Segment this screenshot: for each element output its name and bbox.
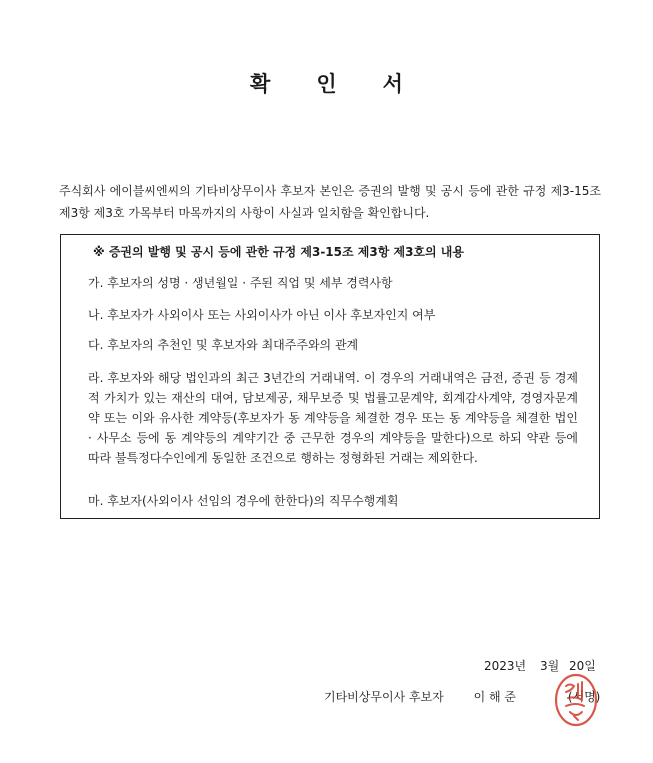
date-day: 20일 (569, 659, 596, 673)
title-char: 서 (382, 72, 403, 96)
regulation-box (60, 234, 600, 519)
regulation-box-heading: ※ 증권의 발행 및 공시 등에 관한 규정 제3-15조 제3항 제3호의 내용 (93, 245, 464, 259)
signer-name: 이 해 준 (473, 690, 516, 704)
signer-role: 기타비상무이사 후보자 (324, 690, 444, 704)
regulation-item-ma: 마. 후보자(사외이사 선임의 경우에 한한다)의 직무수행계획 (88, 494, 399, 508)
seal-stamp-icon (552, 672, 600, 728)
regulation-item-na: 나. 후보자가 사외이사 또는 사외이사가 아닌 이사 후보자인지 여부 (88, 308, 436, 322)
regulation-item-ga: 가. 후보자의 성명 · 생년월일 · 주된 직업 및 세부 경력사항 (88, 276, 393, 290)
date-month: 3월 (539, 659, 560, 673)
regulation-item-ra: 라. 후보자와 해당 법인과의 최근 3년간의 거래내역. 이 경우의 거래내역은 금전, 증권 등 경제적 가치가 있는 재산의 대여, 담보제공, 채무보증 및 법률고문계약, 회계감사계약, 경영자문계약 또는 이와 유사한 계약등(후보자가 동 계약등을 체결한 경우 또는 동 계약등을 체결한 법인 · 사무소 등에 동 계약등의 계약기간 중 근무한 경우의 계약등을 말한다)으로 하되 약관 등에 따라 불특정다수인에게 동일한 조건으로 행하는 정형화된 거래는 제외한다. (88, 371, 578, 465)
title-char: 확 (250, 72, 271, 96)
regulation-item-da: 다. 후보자의 추천인 및 후보자와 최대주주와의 관계 (88, 338, 359, 352)
document-title (0, 68, 653, 98)
sign-label: (서명) (567, 690, 601, 704)
title-char: 인 (316, 72, 337, 96)
date-year: 2023년 (484, 659, 527, 673)
intro-paragraph: 주식회사 에이블씨엔씨의 기타비상무이사 후보자 본인은 증권의 발행 및 공시 등에 관한 규정 제3-15조 제3항 제3호 가목부터 마목까지의 사항이 사실과 일치함을 확인합니다. (59, 184, 601, 220)
